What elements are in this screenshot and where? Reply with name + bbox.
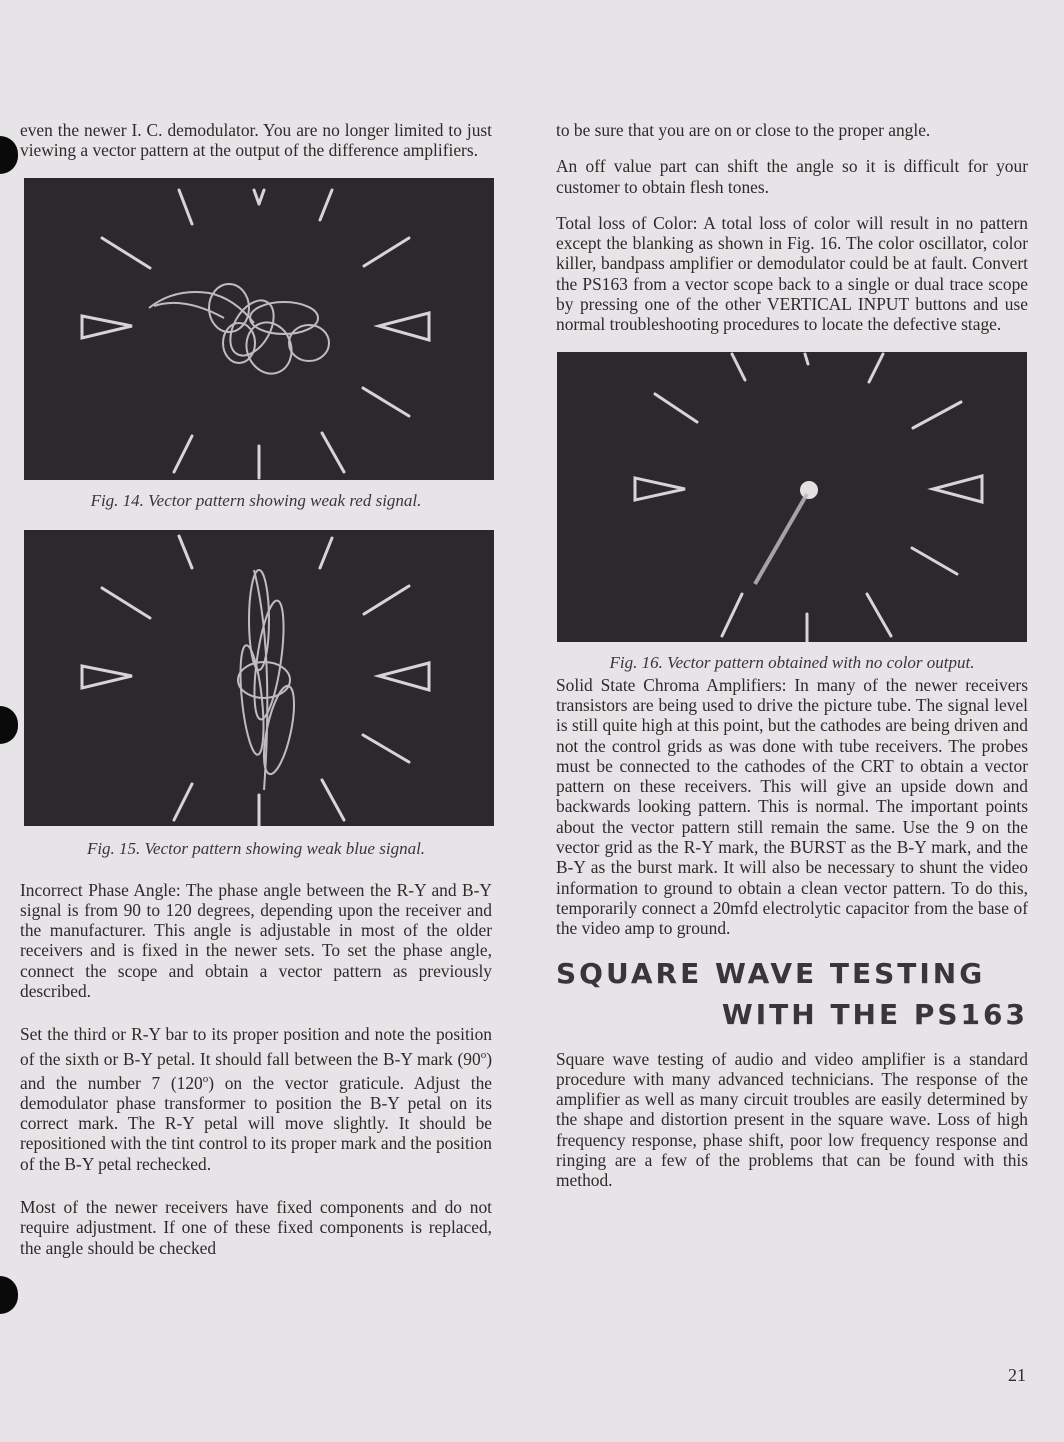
vector-scope-image-15 xyxy=(24,530,494,826)
left-column xyxy=(20,120,492,1258)
figure-15-vector-pattern xyxy=(24,530,494,826)
degree-mark-2: o xyxy=(202,1072,209,1085)
binder-hole-bottom xyxy=(0,1276,18,1314)
figure-15-caption: Fig. 15. Vector pattern showing weak blue signal. xyxy=(86,838,426,858)
text-segment-1: Set the third or R-Y bar to its proper position and note the position of the sixth or B-Y petal. It should fall between the B-Y mark (90 xyxy=(20,1024,492,1069)
right-paragraph-1: to be sure that you are on or close to the proper angle. xyxy=(556,120,931,140)
text-segment-3: ) on the vector graticule. Adjust the demodulator phase transformer to position the B-Y petal on its correct mark. The R-Y petal will move slightly. It should be repositioned with the tint control to its proper mark and the position of the B-Y petal rechecked. xyxy=(20,1072,493,1174)
figure-14-vector-pattern xyxy=(24,178,494,480)
degree-mark-1: o xyxy=(480,1048,487,1061)
binder-hole-top xyxy=(0,136,18,174)
left-paragraph-incorrect-phase: Incorrect Phase Angle: The phase angle between the R-Y and B-Y signal is from 90 to 120 degrees, depending upon the receiver and the manufacturer. This angle is adjustable in most of the older receivers and is fixed in the newer sets. To set the phase angle, connect the scope and obtain a vector pattern as previously described. xyxy=(20,879,492,1002)
figure-14-caption: Fig. 14. Vector pattern showing weak red signal. xyxy=(90,490,422,510)
text-segment-2: ) and the number 7 (120 xyxy=(20,1048,492,1093)
left-paragraph-1: even the newer I. C. demodulator. You are no longer limited to just viewing a vector pattern at the output of the difference amplifiers. xyxy=(20,120,492,161)
page-number: 21 xyxy=(1008,1365,1026,1385)
right-paragraph-square-wave: Square wave testing of audio and video amplifier is a standard procedure with many advanced technicians. The response of the amplifier as well as many circuit troubles are easily determined by the shape and distortion present in the square wave. Loss of high frequency response, phase shift, poor low frequency response and ringing are a few of the problems that can be found with this method. xyxy=(556,1048,1028,1191)
left-paragraph-set-third xyxy=(20,1024,492,1174)
figure-16-caption: Fig. 16. Vector pattern obtained with no color output. xyxy=(609,652,975,672)
left-paragraph-newer-receivers: Most of the newer receivers have fixed components and do not require adjustment. If one of these fixed components is replaced, the angle should be checked xyxy=(20,1197,492,1258)
section-heading-line-2: WITH THE PS163 xyxy=(721,997,1028,1031)
binder-hole-middle xyxy=(0,706,18,744)
vector-scope-image-14 xyxy=(24,178,494,480)
section-heading-line-1: SQUARE WAVE TESTING xyxy=(556,956,986,990)
right-paragraph-solid-state: Solid State Chroma Amplifiers: In many of the newer receivers transistors are being used to drive the picture tube. The signal level is still quite high at this point, but the cathodes are being driven and not the control grids as was done with tube receivers. The probes must be connected to the cathodes of the CRT to obtain a vector pattern on these receivers. This will give an upside down and backwards looking pattern. This is normal. The important points about the vector pattern still remain the same. Use the 9 on the vector grid as the R-Y mark, the BURST as the B-Y mark, and the B-Y as the burst mark. It will also be necessary to shunt the video information to ground to obtain a clean vector pattern. To do this, temporarily connect a 20mfd electrolytic capacitor from the base of the video amp to ground. xyxy=(556,674,1028,939)
figure-16-vector-pattern xyxy=(557,352,1027,642)
right-paragraph-total-loss: Total loss of Color: A total loss of color will result in no pattern except the blanking as shown in Fig. 16. The color oscillator, color killer, bandpass amplifier or demodulator could be at fault. Convert the PS163 from a vector scope back to a single or dual trace scope by pressing one of the other VERTICAL INPUT buttons and use normal troubleshooting procedures to locate the defective stage. xyxy=(556,212,1028,335)
right-paragraph-off-value: An off value part can shift the angle so it is difficult for your customer to obtain flesh tones. xyxy=(556,156,1028,197)
vector-scope-image-16 xyxy=(557,352,1027,642)
right-column xyxy=(556,120,1028,1191)
